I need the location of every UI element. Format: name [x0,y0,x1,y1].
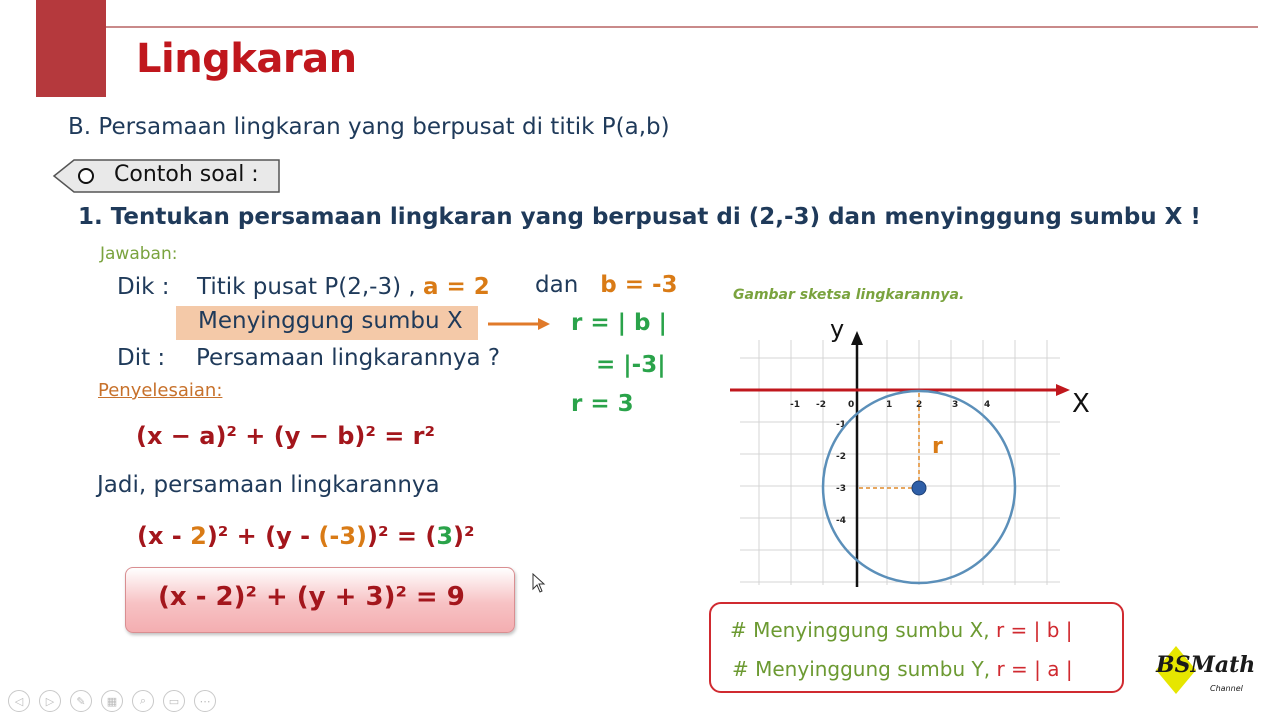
info-line-2-text: # Menyinggung sumbu Y, [732,657,991,681]
info-line-1-text: # Menyinggung sumbu X, [730,618,990,642]
sub-r: 3 [436,522,454,550]
logo-text: BSMath [1156,652,1256,678]
contoh-soal-tag [52,158,280,194]
zoom-icon[interactable]: ⌕ [132,690,154,712]
final-answer: (x - 2)² + (y + 3)² = 9 [158,582,465,612]
center-point-text: Titik pusat P(2,-3) , [197,274,416,300]
jawaban-label: Jawaban: [100,244,178,264]
dan-word: dan [535,272,579,298]
circle-graph [720,315,1100,595]
x-tick-label: 0 [848,400,855,410]
general-formula: (x − a)² + (y − b)² = r² [136,422,436,450]
y-axis-label: y [830,315,845,343]
tag-circle-icon [78,168,94,184]
bsmath-logo [1150,640,1256,700]
y-axis-arrow [851,331,863,345]
x-tick-label: -2 [816,400,826,410]
dik-label: Dik : [117,274,170,300]
logo-subtext: Channel [1210,684,1243,693]
sub-part-3: )² = [367,522,426,550]
sub-part-1: (x - [137,522,191,550]
x-tick-label: 2 [916,400,923,410]
penyelesaian-label: Penyelesaian: [98,380,223,401]
x-tick-label: -1 [790,400,800,410]
radius-label: r [932,434,943,459]
mouse-cursor-icon [532,573,546,593]
slideshow-toolbar [8,690,216,714]
y-tick-label: -4 [836,516,846,526]
y-tick-label: -3 [836,484,846,494]
header-divider [36,26,1258,28]
sketch-label: Gambar sketsa lingkarannya. [733,287,965,303]
y-tick-label: -1 [836,420,846,430]
r-equation-1: r = | b | [571,310,667,336]
more-icon[interactable]: ⋯ [194,690,216,712]
jadi-text: Jadi, persamaan lingkarannya [97,472,440,498]
dik-text [197,274,490,300]
dit-label: Dit : [117,345,166,371]
video-icon[interactable]: ▭ [163,690,185,712]
slide-title: Lingkaran [136,36,357,82]
b-value: b = -3 [600,272,678,298]
info-line-1 [730,618,1073,642]
r-equation-2: = |-3| [596,352,666,378]
substituted-formula [137,522,475,550]
x-tick-label: 4 [984,400,991,410]
x-axis-arrow [1056,384,1070,396]
x-tick-label: 1 [886,400,893,410]
slides-icon[interactable]: ▦ [101,690,123,712]
info-line-2-r: r = | a | [996,657,1073,681]
question-text: 1. Tentukan persamaan lingkaran yang berpusat di (2,-3) dan menyinggung sumbu X ! [78,204,1201,230]
section-subtitle: B. Persamaan lingkaran yang berpusat di titik P(a,b) [68,114,670,140]
sub-b: (-3) [318,522,368,550]
sub-close-paren: )² [453,522,475,550]
tag-label: Contoh soal : [114,162,259,187]
x-axis-label: X [1072,389,1090,419]
info-line-1-r: r = | b | [995,618,1073,642]
pen-icon[interactable]: ✎ [70,690,92,712]
x-tick-label: 3 [952,400,959,410]
sub-part-2: )² + (y - [206,522,319,550]
header-accent-block [36,0,106,97]
a-value: a = 2 [422,274,490,300]
y-tick-label: -2 [836,452,846,462]
prev-icon[interactable]: ◁ [8,690,30,712]
dan-text [535,272,678,298]
menyinggung-text: Menyinggung sumbu X [198,308,463,334]
sub-open-paren: ( [425,522,437,550]
dit-text: Persamaan lingkarannya ? [196,345,501,371]
center-point [912,481,926,495]
sub-a: 2 [190,522,207,550]
next-icon[interactable]: ▷ [39,690,61,712]
r-equation-3: r = 3 [571,391,634,417]
info-line-2 [732,657,1073,681]
arrow-right-icon [486,316,552,332]
